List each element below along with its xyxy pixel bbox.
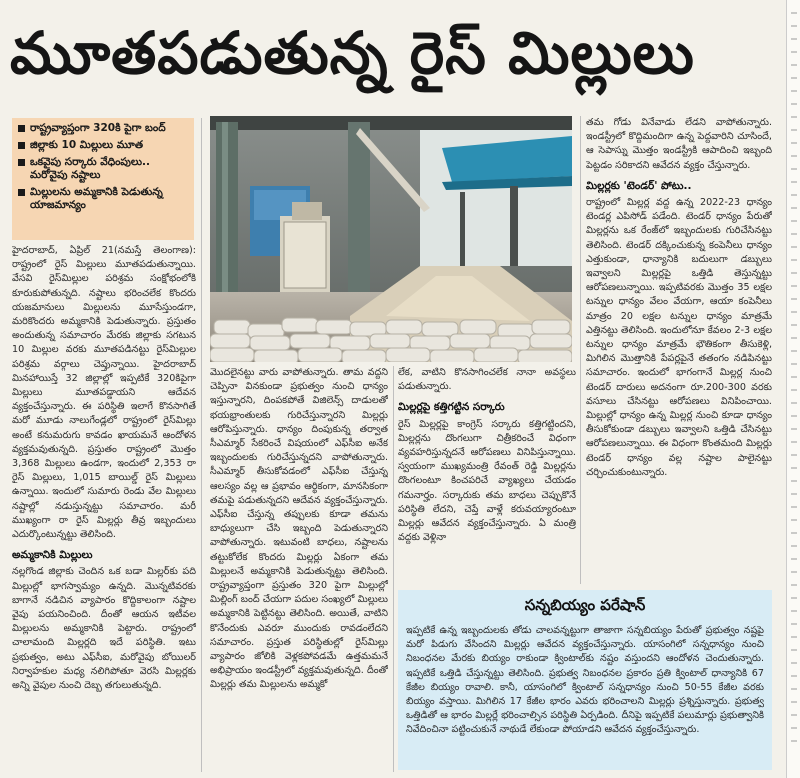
subheading-tender-blow: మిల్లర్లకు 'టెండర్' పోటు.. bbox=[586, 179, 692, 192]
subheading-govt-targets-millers: మిల్లర్లపై కత్తిగట్టిన సర్కారు bbox=[398, 401, 505, 414]
column-4 bbox=[586, 116, 772, 586]
column-divider bbox=[580, 116, 581, 584]
lead-paragraph: హైదరాబాద్, ఏప్రిల్ 21(నమస్తే తెలంగాణ): రాష్ట్రంలో రైస్ మిల్లులు మూతపడుతున్నాయి. వేసవి రైస్‌మిల్లుల పరిశ్రమ సంక్షోభంలోకి కూరుకుపోతున్నది. నష్టాలు భరించలేక కొందరు యజమానులు మిల్లులను మూసేస్తుండగా, మరికొందరు అమ్మకానికి పెడుతున్నారు. ప్రస్తుతం అందుతున్న సమాచారం మేరకు జిల్లాకు సగటున 10 మిల్లుల వరకు మూతపడినట్టు రైస్‌మిల్లుల పరిశ్రమ వర్గాలు చెప్తున్నాయి. హైదరాబాద్ మినహాయిస్తే 32 జిల్లాల్లో ఇప్పటికే 320కిపైగా మిల్లులు మూతపడ్డాయని ఆదేవన వ్యక్తంచేస్తున్నారు. ఈ పరిస్థితి ఇలాగే కొనసాగితే మరో మూడు నాలుగేండ్లలో రాష్ట్రంలో రైస్‌మిల్లు అంటే కనుమరుగు కావడం ఖాయమనే ఆందోళన వ్యక్తమవుతున్నది. ప్రస్తుతం రాష్ట్రంలో మొత్తం 3,368 మిల్లులు ఉండగా, ఇందులో 2,353 రా రైస్ మిల్లులు, 1,015 బాయిల్డ్ రైస్ మిల్లులు ఉన్నాయి. ఇందులో సుమారు రెండు వేల మిల్లులు నష్టాల్లో నడుస్తున్నట్టు సమాచారం. మరీ ముఖ్యంగా రా రైస్ మిల్లర్లు తీవ్ర ఇబ్బందులు ఎదుర్కొంటున్నట్టు తెలిసింది. bbox=[12, 245, 196, 541]
headline: మూతపడుతున్న రైస్ మిల్లులు bbox=[10, 19, 695, 87]
body-paragraph: రాష్ట్రంలో మిల్లర్ల వద్ద ఉన్న 2022-23 ధాన్యం టెండర్ల ఎపిసోడ్ పడేంది. టెండర్ ధాన్యం పేరుతో మిల్లర్లను ఒక రేంజ్‌లో ఇబ్బందులకు గురిచేసినట్టు తెలిసింది. టెండర్ దక్కించుకున్న కంపెనీలు ధాన్యం ఎత్తుకుండా, ధాన్యానికి బదులుగా డబ్బులు ఇవ్వాలని మిల్లర్లపై ఒత్తిడి తెస్తున్నట్టు ఆరోపణలున్నాయి. ఇప్పటివరకు మొత్తం 35 లక్షల టన్నుల ధాన్యం వేలం వేయగా, ఆయా కంపెనీలు మాత్రం 20 లక్షల టన్నుల ధాన్యం మాత్రమే ఎత్తినట్టు తెలిసింది. ఇందులోనూ కేవలం 2-3 లక్షల టన్నుల ధాన్యం మాత్రమే భౌతికంగా తీసుకెళ్లి, మిగిలిన మొత్తానికి పేపర్లపైనే తతంగం నడిపినట్టు సమాచారం. ఇందులో భాగంగానే మిల్లర్ల నుంచి టెండర్ దారులు అదనంగా రూ.200-300 వరకు వసూలు చేసినట్టు ఆరోపణలు వినిపించాయి. మిల్లుల్లో ధాన్యం ఉన్న మిల్లర్ల నుంచి కూడా ధాన్యం తీసుకోకుండా డబ్బులు ఇవ్వాలని ఒత్తిడి చేసినట్టు ఆరోపణలున్నాయి. ఈ విధంగా కొంతమంది మిల్లర్లు టెండర్ ధాన్యం వల్ల నష్టాల పాలైనట్టు చర్చించుకుంటున్నారు. bbox=[586, 197, 772, 478]
highlight-item: మిల్లులను అమ్మకానికి పెడుతున్న యాజమాన్యం bbox=[18, 186, 188, 212]
fine-rice-box bbox=[398, 590, 772, 770]
highlights-box bbox=[12, 118, 194, 240]
column-3 bbox=[398, 366, 576, 586]
box-title: సన్నబియ్యం పరేషాన్ bbox=[524, 596, 646, 614]
column-1 bbox=[12, 244, 196, 772]
rice-mill-photo bbox=[210, 116, 572, 362]
column-2 bbox=[210, 366, 388, 772]
body-paragraph: తమ గోడు వినేవాడు లేడని వాపోతున్నారు. ఇండస్ట్రీలో కొద్దిమందిగా ఉన్న పెద్దవారిని చూసిందే, ఆ సెపాస్ను మొత్తం ఇండస్ట్రీకి ఆపాదించి ఇబ్బంది పెట్టడం సరికాదని ఆవేదన వ్యక్తం చేస్తున్నారు. bbox=[586, 117, 772, 171]
column-divider bbox=[393, 366, 394, 772]
highlight-item: ఒకవైపు సర్కారు వేధింపులు.. మరోవైపు నష్టాలు bbox=[18, 156, 188, 182]
highlight-item: జిల్లాకు 10 మిల్లులు మూత bbox=[18, 139, 188, 152]
column-divider bbox=[201, 118, 202, 772]
body-paragraph: నల్లగొండ జిల్లాకు చెందిన ఒక బడా మిల్లర్‌కు పది మిల్లుల్లో భాగస్వామ్యం ఉన్నది. మొన్నటివరకు బాగానే నడిచిన వ్యాపారం కొద్దికాలంగా నష్టాల వైపు పయనించింది. దీంతో ఆయన ఇటీవల మిల్లులను అమ్మకానికి పెట్టారు. రాష్ట్రంలో చాలామంది మిల్లర్లది ఇదే పరిస్థితి. ఇటు ప్రభుత్వం, అటు ఎఫ్‌సీఐ, మరోవైపు బోయిలర్ నిర్వాహకుల మధ్య నలిగిపోతూ వెరసి మిల్లర్లకు అన్ని వైపుల నుంచి దెబ్బ తగులుతున్నది. bbox=[12, 566, 196, 692]
body-paragraph: రైస్ మిల్లర్లపై కాంగ్రెస్ సర్కారు కత్తిగట్టిందని, మిల్లర్లను దొంగలుగా చిత్రీకరించే విధంగా వ్యవహరిస్తున్నదనే ఆరోపణలు వినిపిస్తున్నాయి. స్వయంగా ముఖ్యమంత్రి రేవంత్ రెడ్డి మిల్లర్లను దొంగలంటూ కించపరిచే వ్యాఖ్యలు చేయడం గమనార్హం. సర్కారుకు తమ బాధలు చెప్పుకొనే పరిస్థితి లేదని, చెప్తే వాళ్లే కరువయ్యారంటూ మిల్లర్లు ఆవేదన వ్యక్తంచేస్తున్నారు. ఏ మంత్రి వద్దకు వెళ్లినా bbox=[398, 418, 576, 544]
highlight-item: రాష్ట్రవ్యాప్తంగా 320కి పైగా బంద్ bbox=[18, 122, 188, 135]
subheading-for-sale: అమ్మకానికి మిల్లులు bbox=[12, 549, 93, 562]
box-paragraph: ఇప్పటికే ఉన్న ఇబ్బందులకు తోడు చాలవన్నట్టుగా తాజాగా సన్నబియ్యం పేరుతో ప్రభుత్వం నష్టపై మరో పిడుగు వేసిందని మిల్లర్లు ఆవేదన వ్యక్తంచేస్తున్నారు. యాసంగిలో సన్నధాన్యం నుంచి నిబంధనల మేరకు బియ్యం రాకుండా క్వింటాల్‌కు నష్టం వస్తుందని ఆందోళన చెందుతున్నారు. ఇప్పటికే ఒత్తిడి చేస్తున్నట్టు తెలిసింది. ప్రభుత్వ నిబంధనల ప్రకారం ప్రతి క్వింటాల్ ధాన్యానికి 67 కేజీల బియ్యం రావాలి. కానీ, యాసంగిలో క్వింటాల్ సన్నధాన్యం నుంచి 50-55 కేజీల వరకు బియ్యం వస్తాయి. మిగిలిన 17 కేజీల భారం ఎవరు భరించాలని మిల్లర్లు ప్రశ్నిస్తున్నారు. ప్రభుత్వ ఒత్తిడితో ఆ భారం మిల్లర్లే భరించాల్సిన పరిస్థితి ఏర్పడింది. దీనిపై ఇప్పటికే పలుమార్లు ప్రభుత్వానికి నివేదించినా పట్టించుకునే నాథుడే లేకుండా పోయాడని ఆవేదన వ్యక్తంచేస్తున్నారు. bbox=[406, 625, 764, 736]
body-paragraph: లేక, వాటిని కొనసాగించలేక నానా అవస్థలు పడుతున్నారు. bbox=[398, 367, 576, 393]
adjacent-column-edge bbox=[786, 0, 800, 778]
body-paragraph: మొదలైనట్టు వారు వాపోతున్నారు. తామ వద్దని చెప్పినా వినకుండా ప్రభుత్వం నుంచి ధాన్యం ఇస్తున్నారని, దింపకపోతే విజిలెన్స్ దాడులతో భయభ్రాంతులకు గురిచేస్తున్నారని మిల్లర్లు ఆరోపిస్తున్నారు. ధాన్యం దింపుకున్న తర్వాత సీఎమ్మార్ సేకరించే విషయంలో ఎఫ్‌సీఐ అనేక ఇబ్బందులకు గురిచేస్తున్నదని వాపోతున్నారు. సీఎమ్మార్ తీసుకోవడంలో ఎఫ్‌సీఐ చేస్తున్న ఆలస్యం వల్ల ఆ ప్రభావం ఆర్థికంగా, మానసికంగా తమపై పడుతున్నదని ఆదేవన వ్యక్తంచేస్తున్నారు. ఎఫ్‌సీఐ చేస్తున్న తప్పులకు కూడా తమను బాధ్యులుగా చేసి ఇబ్బంది పెడుతున్నారని వాపోతున్నారు. ఇటువంటి బాధలు, నష్టాలను తట్టుకోలేక కొందరు మిల్లర్లు ఏకంగా తమ మిల్లులనే అమ్మకానికి పెడుతున్నట్టు తెలిసింది. రాష్ట్రవ్యాప్తంగా ప్రస్తుతం 320 పైగా మిల్లుల్లో మిల్లింగ్ బంద్ చేయగా పదుల సంఖ్యలో మిల్లులు అమ్మకానికి పెట్టినట్టు తెలిసింది. అయితే, వాటిని కొనేందుకు ఎవరూ ముందుకు రావడంలేదని సమాచారం. ప్రస్తుత పరిస్థితుల్లో రైస్‌మిల్లు వ్యాపారం జోలికి వెళ్లకపోవడమే ఉత్తమమనే అభిప్రాయం ఇండస్ట్రీలో వ్యక్తమవుతున్నది. దీంతో మిల్లర్లు తమ మిల్లులను అమ్మకో bbox=[210, 367, 388, 691]
